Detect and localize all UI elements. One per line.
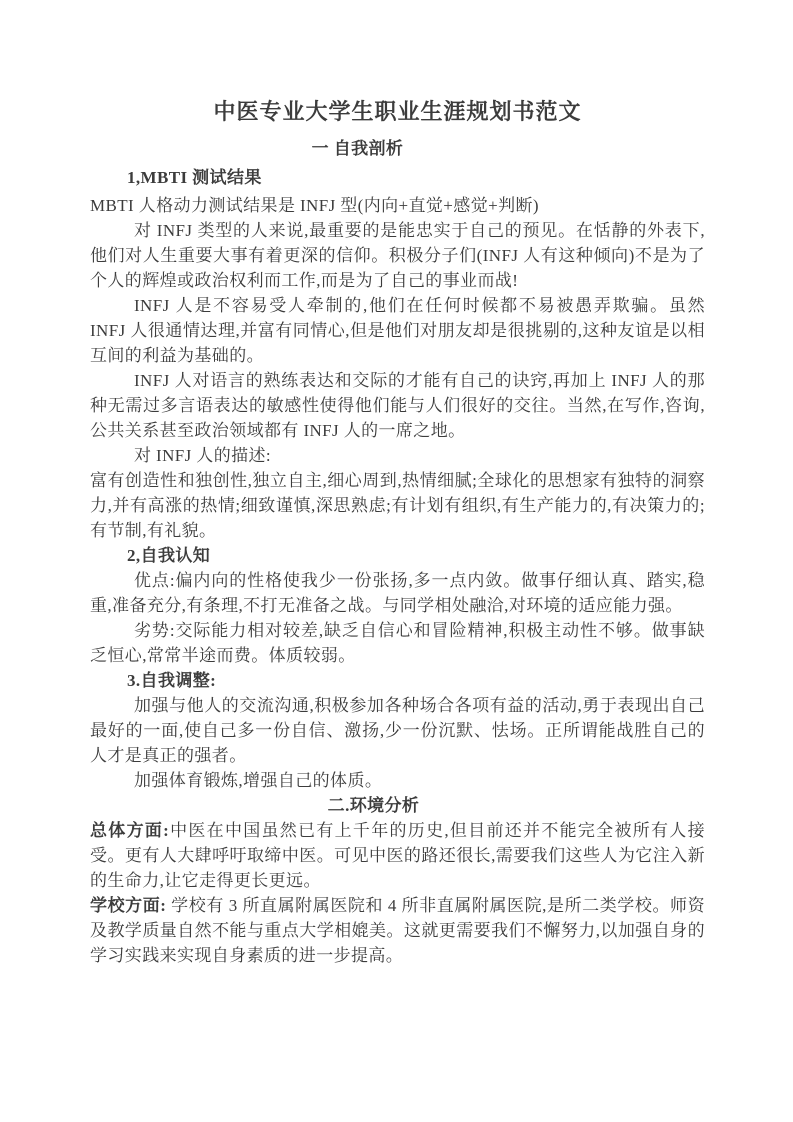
para-infj-desc-label: 对 INFJ 人的描述:	[134, 446, 272, 465]
para-strengths: 优点:偏内向的性格使我少一份张扬,多一点内敛。做事仔细认真、踏实,稳重,准备充分,有条理,不打无准备之战。与同学相处融洽,对环境的适应能力强。	[90, 571, 705, 615]
para-mbti-result: MBTI 人格动力测试结果是 INFJ 型(内向+直觉+感觉+判断)	[90, 196, 539, 215]
para-weaknesses: 劣势:交际能力相对较差,缺乏自信心和冒险精神,积极主动性不够。做事缺乏恒心,常常半途而费。体质较弱。	[90, 621, 705, 665]
para-school-aspect	[90, 893, 705, 968]
para-adjustment-2: 加强体育锻炼,增强自己的体质。	[134, 771, 383, 790]
doc-title: 中医专业大学生职业生涯规划书范文	[213, 99, 582, 124]
para-infj-language: INFJ 人对语言的熟练表达和交际的才能有自己的诀窍,再加上 INFJ 人的那种无需过多言语表达的敏感性使得他们能与人们很好的交往。当然,在写作,咨询,公共关系甚至政治领域都有 INFJ 人的一席之地。	[90, 371, 705, 440]
para-school-lead-label: 学校方面:	[90, 896, 167, 915]
para-school-text: 学校有 3 所直属附属医院和 4 所非直属附属医院,是所二类学校。师资及教学质量自然不能与重点大学相媲美。这就更需要我们不懈努力,以加强自身的学习实践来实现自身素质的进一步提高。	[90, 896, 705, 965]
heading-self-adjustment: 3.自我调整:	[127, 671, 217, 690]
para-infj-traits: INFJ 人是不容易受人牵制的,他们在任何时候都不易被愚弄欺骗。虽然 INFJ 人很通情达理,并富有同情心,但是他们对朋友却是很挑剔的,这种友谊是以相互间的利益为基础的。	[90, 296, 705, 365]
section-heading-self-analysis: 一 自我剖析	[311, 139, 404, 158]
heading-self-cognition: 2,自我认知	[127, 546, 211, 565]
para-infj-overview: 对 INFJ 类型的人来说,最重要的是能忠实于自己的预见。在恬静的外表下,他们对人生重要大事有着更深的信仰。积极分子们(INFJ 人有这种倾向)不是为了个人的辉煌或政治权利而工作,而是为了自己的事业而战!	[90, 221, 705, 290]
para-infj-description: 富有创造性和独创性,独立自主,细心周到,热情细腻;全球化的思想家有独特的洞察力,并有高涨的热情;细致谨慎,深思熟虑;有计划有组织,有生产能力的,有决策力的;有节制,有礼貌。	[90, 471, 705, 540]
para-overall-lead-label: 总体方面:	[90, 821, 170, 840]
section-heading-environment: 二.环境分析	[327, 796, 420, 815]
para-overall-aspect	[90, 818, 705, 893]
para-overall-text: 中医在中国虽然已有上千年的历史,但目前还并不能完全被所有人接受。更有人大肆呼吁取缔中医。可见中医的路还很长,需要我们这些人为它注入新的生命力,让它走得更长更远。	[90, 821, 705, 890]
para-adjustment-1: 加强与他人的交流沟通,积极参加各种场合各项有益的活动,勇于表现出自己最好的一面,使自己多一份自信、激扬,少一份沉默、怯场。正所谓能战胜自己的人才是真正的强者。	[90, 696, 705, 765]
heading-mbti-results: 1,MBTI 测试结果	[127, 168, 262, 187]
